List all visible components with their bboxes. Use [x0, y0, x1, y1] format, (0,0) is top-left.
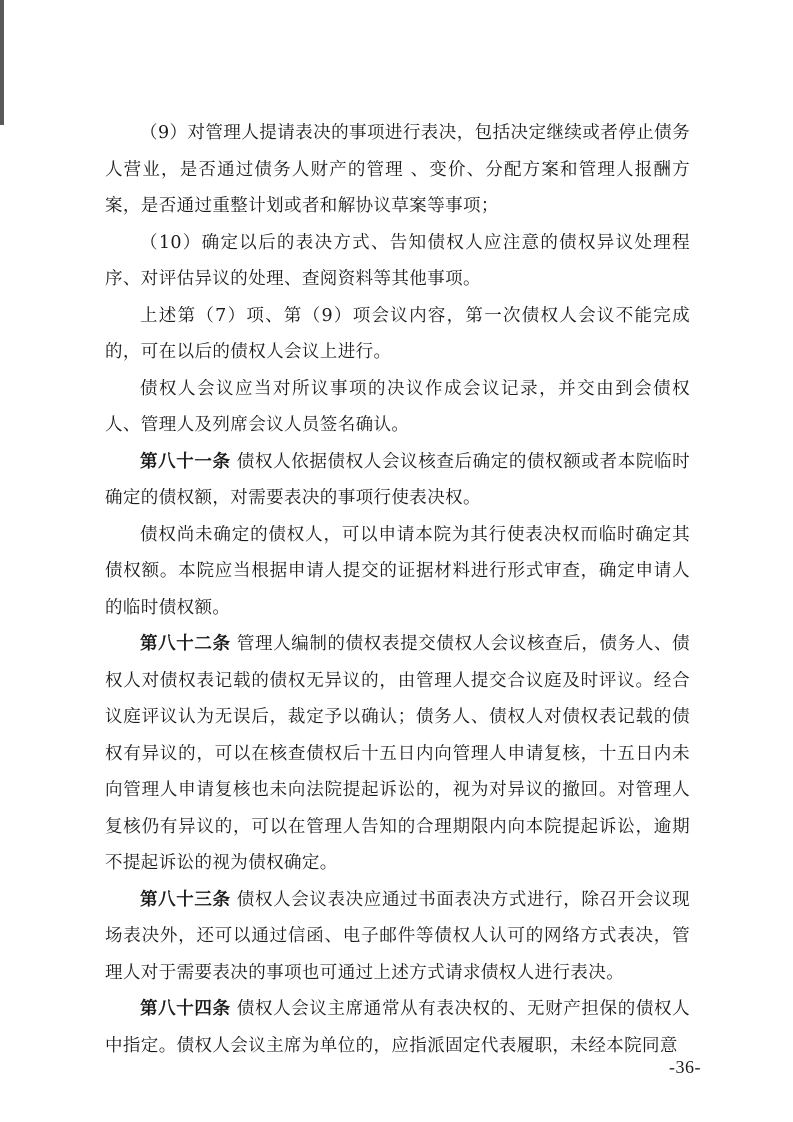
paragraph-text: 债权人依据债权人会议核查后确定的债权额或者本院临时确定的债权额，对需要表决的事项行使表决权。 — [105, 451, 690, 508]
paragraph-text: （9）对管理人提请表决的事项进行表决，包括决定继续或者停止债务人营业，是否通过债务人财产的管理 、变价、分配方案和管理人报酬方案，是否通过重整计划或者和解协议草案等事项； — [105, 123, 690, 216]
paragraph-text: 债权尚未确定的债权人，可以申请本院为其行使表决权而临时确定其债权额。本院应当根据申请人提交的证据材料进行形式审查，确定申请人的临时债权额。 — [105, 524, 690, 618]
paragraph-text: 债权人会议应当对所议事项的决议作成会议记录，并交由到会债权人、管理人及列席会议人员签名确认。 — [105, 378, 690, 435]
page-number: -36- — [669, 1057, 701, 1077]
paragraph-text: 管理人编制的债权表提交债权人会议核查后，债务人、债权人对债权表记载的债权无异议的，由管理人提交合议庭及时评议。经合议庭评议认为无误后，裁定予以确认；债务人、债权人对债权表记载的债权有异议的，可以在核查债权后十五日内向管理人申请复核，十五日内未向管理人申请复核也未向法院提起诉讼的，视为对异议的撤回。对管理人复核仍有异议的，可以在管理人告知的合理期限内向本院提起诉讼，逾期不提起诉讼的视为债权确定。 — [105, 634, 690, 873]
paragraph-item-10 — [105, 225, 690, 298]
paragraph-item-9 — [105, 115, 690, 225]
clause-heading: 第八十二条 — [140, 634, 231, 654]
document-body — [105, 115, 690, 1064]
paragraph-article-81-cont — [105, 517, 690, 627]
clause-heading: 第八十一条 — [140, 451, 231, 472]
paragraph-article-84 — [105, 991, 690, 1064]
paragraph-text: （10）确定以后的表决方式、告知债权人应注意的债权异议处理程序、对评估异议的处理、查阅资料等其他事项。 — [105, 232, 690, 289]
paragraph-article-82 — [105, 626, 690, 882]
paragraph-article-83 — [105, 882, 690, 992]
paragraph-text: 债权人会议表决应通过书面表决方式进行，除召开会议现场表决外，还可以通过信函、电子邮件等债权人认可的网络方式表决，管理人对于需要表决的事项也可通过上述方式请求债权人进行表决。 — [105, 889, 690, 983]
scan-edge-mark — [0, 0, 4, 125]
paragraph-article-81 — [105, 444, 690, 517]
paragraph-text: 上述第（7）项、第（9）项会议内容，第一次债权人会议不能完成的，可在以后的债权人会议上进行。 — [105, 305, 690, 362]
clause-heading: 第八十四条 — [140, 999, 231, 1019]
clause-heading: 第八十三条 — [140, 889, 231, 910]
paragraph-items-note — [105, 298, 690, 371]
paragraph-meeting-record — [105, 371, 690, 444]
paragraph-text: 债权人会议主席通常从有表决权的、无财产担保的债权人中指定。债权人会议主席为单位的，应指派固定代表履职，未经本院同意 — [105, 999, 690, 1056]
